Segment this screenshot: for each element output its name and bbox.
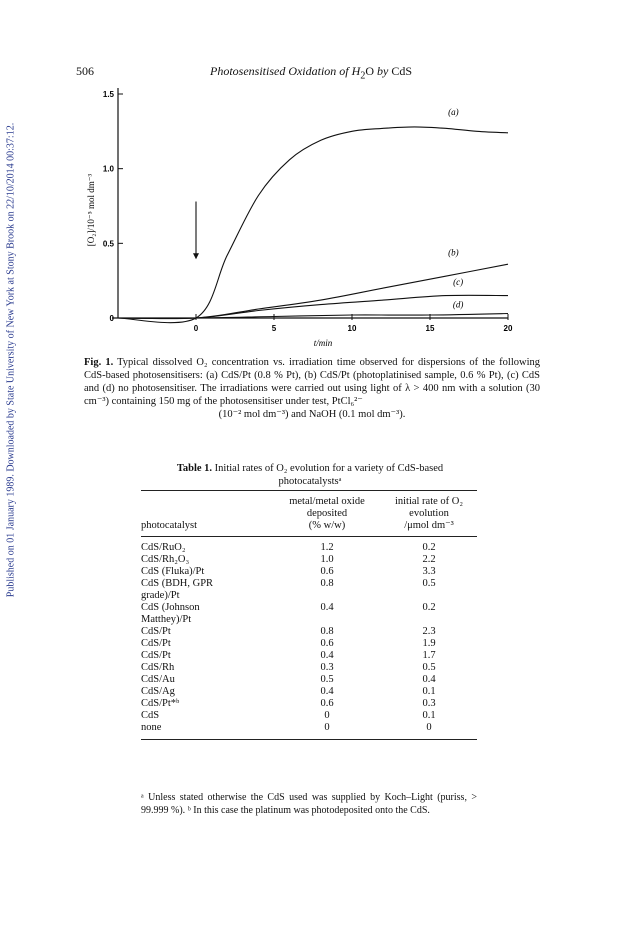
cell-rate: 0.2 xyxy=(422,602,436,613)
cell-photocatalyst: CdS/Pt*ᵇ xyxy=(141,698,180,709)
cell-photocatalyst-l2: grade)/Pt xyxy=(141,590,180,601)
table-row xyxy=(141,722,477,740)
table-row xyxy=(141,626,477,638)
caption-line-2: following CdS-based photosensitisers: (a) CdS/Pt (0.8 % Pt), (b) CdS/Pt (photoplatinised sample, xyxy=(84,357,540,381)
chart-axes xyxy=(86,88,513,348)
cell-photocatalyst-l1: CdS (BDH, GPR xyxy=(141,578,214,589)
cell-metal: 0.6 xyxy=(320,698,334,709)
download-watermark-text: Published on 01 January 1989. Downloaded by State University of New York at Stony Brook on 22/10/2014 00:37:12. xyxy=(5,122,17,598)
caption-line-1: Typical dissolved O₂ concentration vs. irradiation time observed for dispersions of the xyxy=(117,357,496,368)
running-title-sub: 2 xyxy=(360,70,366,82)
chart-series xyxy=(118,127,508,323)
table-row xyxy=(141,602,477,626)
table-row xyxy=(141,674,477,686)
curve-label: (b) xyxy=(448,247,459,258)
cell-rate: 0 xyxy=(381,722,477,740)
series-line-1 xyxy=(118,264,508,318)
cell-rate: 2.3 xyxy=(422,626,436,637)
cell-photocatalyst: CdS/Ag xyxy=(141,686,175,697)
col-header-rate-l2: evolution xyxy=(409,508,449,519)
x-axis-label: t/min xyxy=(313,338,333,348)
col-header-rate-l3: /μmol dm⁻³ xyxy=(404,520,454,531)
col-header-photocatalyst: photocatalyst xyxy=(141,491,273,537)
cell-metal: 0.4 xyxy=(320,650,334,661)
cell-photocatalyst: CdS/Pt xyxy=(141,626,171,637)
table-row xyxy=(141,566,477,578)
cell-metal: 0.6 xyxy=(320,566,334,577)
cell-rate: 1.7 xyxy=(422,650,436,661)
cell-rate: 0.5 xyxy=(422,578,436,589)
col-header-metal-l3: (% w/w) xyxy=(308,520,346,531)
series-line-0 xyxy=(118,127,508,323)
x-tick-label: 5 xyxy=(271,324,277,333)
cell-rate: 0.5 xyxy=(422,662,436,673)
running-title-pre: Photosensitised Oxidation of H xyxy=(209,64,361,78)
irradiation-arrow-head xyxy=(193,253,199,259)
cell-photocatalyst xyxy=(141,578,273,602)
table-title-lead: Table 1. xyxy=(176,463,213,474)
page-header xyxy=(76,64,546,80)
caption-line-3: 0.6 % Pt), (c) CdS and (d) no photosensitiser. The irradiations were carried out using light of xyxy=(84,370,541,394)
table-row xyxy=(141,662,477,674)
cell-rate: 0.3 xyxy=(422,698,436,709)
table-row xyxy=(141,638,477,650)
curve-label: (c) xyxy=(453,277,464,288)
cell-rate: 0.1 xyxy=(422,710,436,721)
table-row xyxy=(141,650,477,662)
curve-label: (d) xyxy=(452,299,464,310)
cell-metal: 0.8 xyxy=(320,626,334,637)
caption-line-5: (10⁻² mol dm⁻³) and NaOH (0.1 mol dm⁻³). xyxy=(218,409,406,420)
table-row xyxy=(141,554,477,566)
table-header-row xyxy=(141,491,477,537)
table-row xyxy=(141,710,477,722)
table-row xyxy=(141,537,477,555)
table-title-line-1: Initial rates of O₂ evolution for a variety of CdS-based xyxy=(214,463,444,474)
cell-rate: 0.4 xyxy=(422,674,436,685)
cell-photocatalyst: none xyxy=(141,722,273,740)
cell-photocatalyst: CdS/Rh₂O₃ xyxy=(141,554,190,565)
cell-photocatalyst-l1: CdS (Johnson xyxy=(141,602,200,613)
caption-lead: Fig. 1. xyxy=(84,357,114,368)
col-header-metal-l2: deposited xyxy=(306,508,348,519)
x-tick-label: 0 xyxy=(193,324,199,333)
cell-rate: 1.9 xyxy=(422,638,436,649)
x-tick-label: 20 xyxy=(503,324,513,333)
x-tick-label: 10 xyxy=(347,324,357,333)
y-tick-label: 0 xyxy=(109,314,114,323)
x-tick-label: 15 xyxy=(425,324,435,333)
cell-metal: 0.8 xyxy=(320,578,334,589)
table-row xyxy=(141,686,477,698)
cell-photocatalyst: CdS (Fluka)/Pt xyxy=(141,566,205,577)
table-row xyxy=(141,698,477,710)
running-title-by: by xyxy=(376,64,389,78)
col-header-metal-l1: metal/metal oxide xyxy=(289,496,365,507)
download-watermark xyxy=(2,80,20,640)
cell-photocatalyst-l2: Matthey)/Pt xyxy=(141,614,192,625)
running-title xyxy=(76,64,546,81)
o2-concentration-chart xyxy=(80,82,540,350)
running-title-mid: O xyxy=(365,64,377,78)
figure-caption xyxy=(84,356,540,421)
table-footnote: ᵃ Unless stated otherwise the CdS used was supplied by Koch–Light (puriss, > 99.999 %). ᵇ In this case the platinum was photodeposited onto the CdS. xyxy=(141,792,477,816)
table-row xyxy=(141,578,477,602)
page-number: 506 xyxy=(76,64,94,78)
col-header-rate xyxy=(381,491,477,537)
cell-metal: 0.6 xyxy=(320,638,334,649)
curve-label: (a) xyxy=(448,106,459,117)
cell-rate: 3.3 xyxy=(422,566,436,577)
cell-photocatalyst xyxy=(141,602,273,626)
cell-photocatalyst: CdS/Pt xyxy=(141,638,171,649)
cell-photocatalyst: CdS/Pt xyxy=(141,650,171,661)
cell-metal: 0 xyxy=(273,722,381,740)
cell-photocatalyst: CdS/Rh xyxy=(141,662,175,673)
table-title-line-2: photocatalystsᵃ xyxy=(278,476,342,487)
cell-metal: 1.2 xyxy=(320,542,334,553)
photocatalyst-table xyxy=(141,490,477,740)
caption-line-4: λ > 400 nm with a solution (30 cm⁻³) containing 150 mg of the photosensitiser under test, PtCl₆²⁻ xyxy=(84,383,541,407)
table-title xyxy=(110,462,510,488)
cell-rate: 2.2 xyxy=(422,554,436,565)
cell-photocatalyst: CdS/Au xyxy=(141,674,175,685)
cell-metal: 0.4 xyxy=(320,602,334,613)
cell-metal: 0.5 xyxy=(320,674,334,685)
col-header-metal xyxy=(273,491,381,537)
cell-metal: 0.4 xyxy=(320,686,334,697)
cell-metal: 1.0 xyxy=(320,554,334,565)
cell-photocatalyst: CdS/RuO₂ xyxy=(141,542,186,553)
cell-rate: 0.1 xyxy=(422,686,436,697)
y-tick-label: 0.5 xyxy=(102,239,114,249)
figure-1 xyxy=(80,82,540,350)
cell-metal: 0.3 xyxy=(320,662,334,673)
y-tick-label: 1.5 xyxy=(102,90,114,99)
cell-rate: 0.2 xyxy=(422,542,436,553)
cell-metal: 0 xyxy=(324,710,330,721)
cell-photocatalyst: CdS xyxy=(141,710,160,721)
y-axis-label: [O₂]/10⁻⁵ mol dm⁻³ xyxy=(86,173,96,247)
col-header-rate-l1: initial rate of O₂ xyxy=(394,496,464,507)
running-title-end: CdS xyxy=(388,64,412,78)
y-tick-label: 1.0 xyxy=(102,164,114,174)
